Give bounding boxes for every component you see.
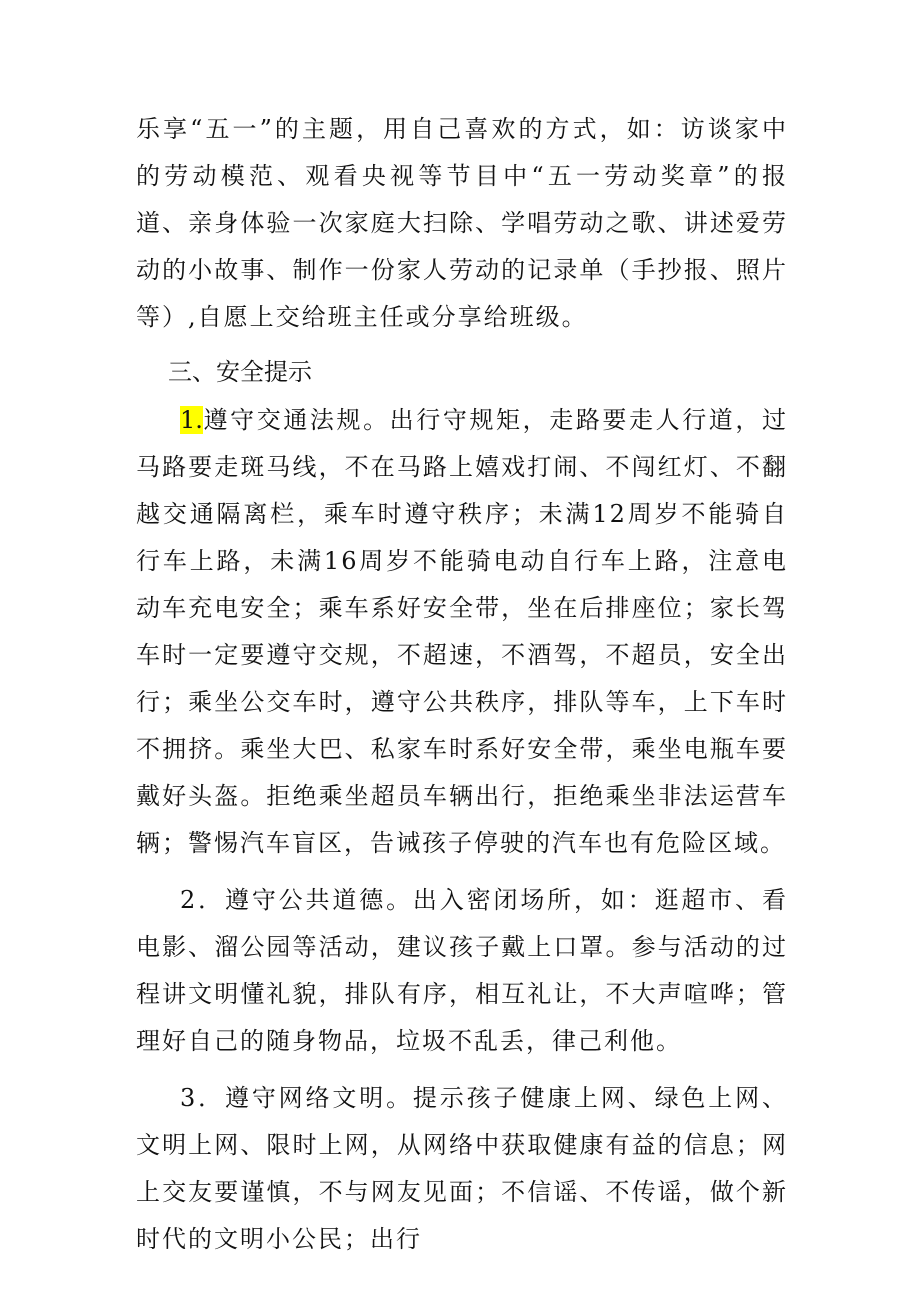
section-heading-safety: 三、安全提示 <box>168 358 312 386</box>
highlighted-item-number: 1. <box>180 406 203 434</box>
paragraph-labor-activities: 乐享“五一”的主题，用自己喜欢的方式，如：访谈家中的劳动模范、观看央视等节目中“五一劳动奖章”的报道、亲身体验一次家庭大扫除、学唱劳动之歌、讲述爱劳动的小故事、制作一份家人劳动的记录单（手抄报、照片等）,自愿上交给班主任或分享给班级。 <box>136 115 788 331</box>
document-body <box>136 106 788 1263</box>
spacer <box>136 867 788 877</box>
paragraph-traffic-rules <box>136 397 788 867</box>
paragraph-internet-civility: 3．遵守网络文明。提示孩子健康上网、绿色上网、文明上网、限时上网，从网络中获取健康有益的信息；网上交友要谨慎，不与网友见面；不信谣、不传谣，做个新时代的文明小公民；出行 <box>136 1084 788 1253</box>
paragraph-traffic-rules-text: 遵守交通法规。出行守规矩，走路要走人行道，过马路要走斑马线，不在马路上嬉戏打闹、不闯红灯、不翻越交通隔离栏，乘车时遵守秩序；未满12周岁不能骑自行车上路，未满16周岁不能骑电动自行车上路，注意电动车充电安全；乘车系好安全带，坐在后排座位；家长驾车时一定要遵守交规，不超速，不酒驾，不超员，安全出行；乘坐公交车时，遵守公共秩序，排队等车，上下车时不拥挤。乘坐大巴、私家车时系好安全带，乘坐电瓶车要戴好头盔。拒绝乘坐超员车辆出行，拒绝乘坐非法运营车辆；警惕汽车盲区，告诫孩子停驶的汽车也有危险区域。 <box>136 406 788 857</box>
paragraph-public-ethics: 2．遵守公共道德。出入密闭场所，如：逛超市、看电影、溜公园等活动，建议孩子戴上口罩。参与活动的过程讲文明懂礼貌，排队有序，相互礼让，不大声喧哗；管理好自己的随身物品，垃圾不乱丢，律己利他。 <box>136 886 788 1055</box>
spacer <box>136 1065 788 1075</box>
